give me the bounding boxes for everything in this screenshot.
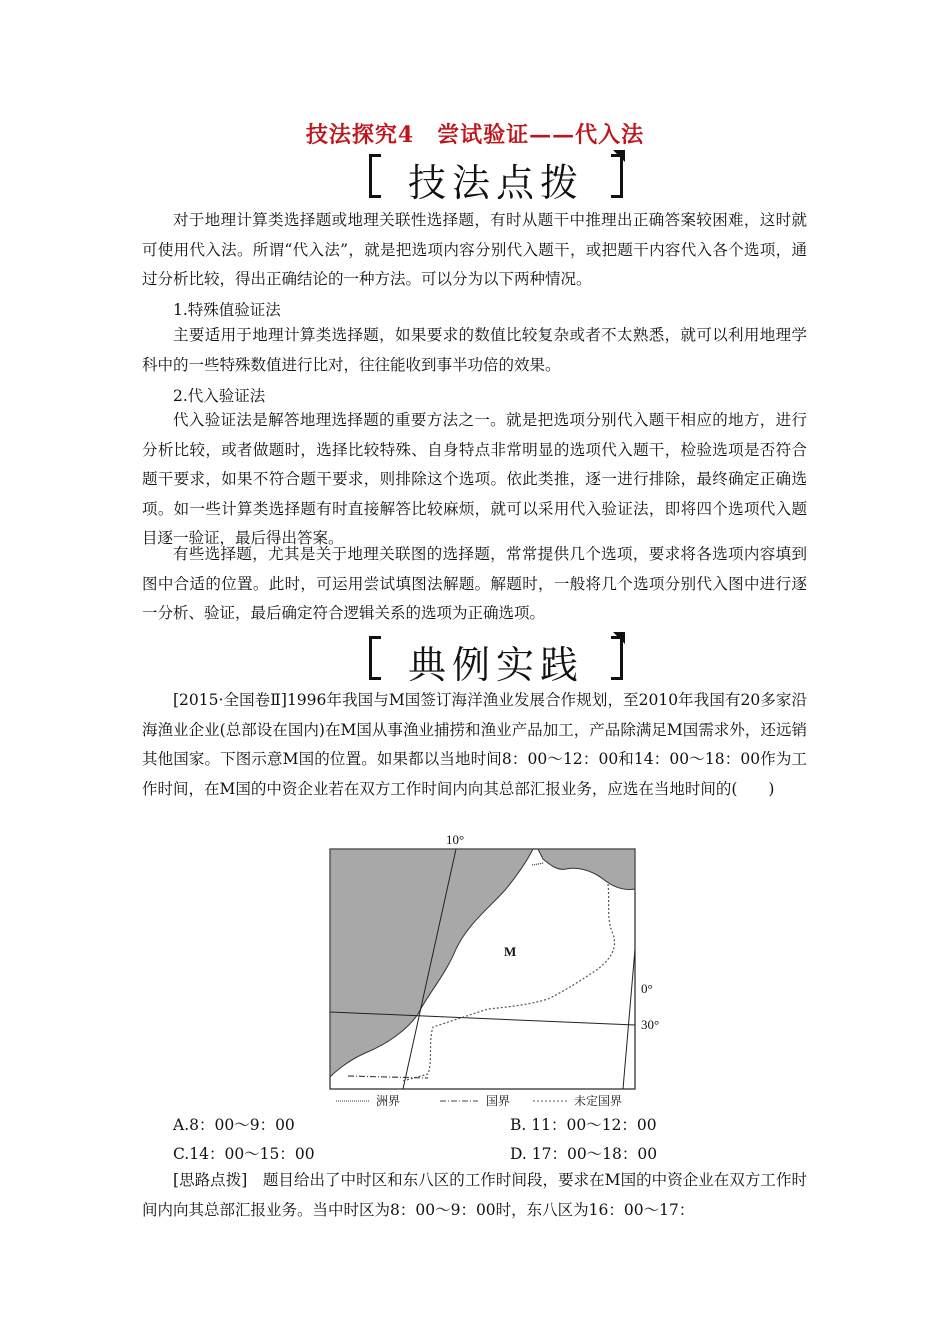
- section-banner-example: [365, 632, 627, 687]
- label-m: M: [504, 944, 517, 959]
- legend-undetermined: 未定国界: [574, 1094, 623, 1108]
- method1-body: 主要适用于地理计算类选择题，如果要求的数值比较复杂或者不太熟悉，就可以利用地理学科中的一些特殊数值进行比对，往往能收到事半功倍的效果。: [142, 326, 807, 374]
- method2-title: 2.代入验证法: [173, 387, 266, 405]
- legend-continent: 洲界: [376, 1094, 401, 1108]
- m-country-map: [328, 829, 671, 1109]
- method2-body: 代入验证法是解答地理选择题的重要方法之一。就是把选项分别代入题干相应的地方，进行分析比较，或者做题时，选择比较特殊、自身特点非常明显的选项代入题干，检验选项是否符合题干要求，如果不符合题干要求，则排除这个选项。依此类推，逐一进行排除，最终确定正确选项。如一些计算类选择题有时直接解答比较麻烦，就可以采用代入验证法，即将四个选项代入题目逐一验证，最后得出答案。: [142, 411, 807, 547]
- bracket-left: [369, 154, 381, 198]
- label-0: 0°: [641, 981, 653, 996]
- question-stem: [2015·全国卷Ⅱ]1996年我国与M国签订海洋渔业发展合作规划，至2010年我国有20多家沿海渔业企业(总部设在国内)在M国从事渔业捕捞和渔业产品加工，产品除满足M国需求外，还远销其他国家。下图示意M国的位置。如果都以当地时间8：00～12：00和14：00～18：00作为工作时间，在M国的中资企业若在双方工作时间内向其总部汇报业务，应选在当地时间的( ): [142, 691, 807, 798]
- page-title: 技法探究4 尝试验证——代入法: [305, 122, 645, 148]
- bracket-right: [611, 636, 623, 680]
- intro-paragraph: 对于地理计算类选择题或地理关联性选择题，有时从题干中推理出正确答案较困难，这时就可使用代入法。所谓“代入法”，就是把选项内容分别代入题干，或把题干内容代入各个选项，通过分析比较，得出正确结论的一种方法。可以分为以下两种情况。: [142, 211, 807, 288]
- method2-extra: 有些选择题，尤其是关于地理关联图的选择题，常常提供几个选项，要求将各选项内容填到图中合适的位置。此时，可运用尝试填图法解题。解题时，一般将几个选项分别代入图中进行逐一分析、验证，最后确定符合逻辑关系的选项为正确选项。: [142, 545, 807, 622]
- label-30: 30°: [641, 1017, 660, 1032]
- analysis-paragraph: [思路点拨] 题目给出了中时区和东八区的工作时间段，要求在M国的中资企业在双方工作时间内向其总部汇报业务。当中时区为8：00～9：00时，东八区为16：00～17：: [142, 1171, 807, 1219]
- option-c[interactable]: C.14：00～15：00: [173, 1145, 315, 1163]
- label-10: 10°: [446, 832, 465, 847]
- option-b[interactable]: B. 11：00～12：00: [510, 1116, 657, 1134]
- section-heading-tips: 技法点拨: [407, 161, 584, 205]
- bracket-right: [611, 154, 623, 198]
- section-heading-example: 典例实践: [407, 643, 584, 687]
- bracket-left: [369, 636, 381, 680]
- method1-title: 1.特殊值验证法: [173, 301, 281, 319]
- legend-border: 国界: [486, 1094, 511, 1108]
- option-d[interactable]: D. 17：00～18：00: [510, 1145, 658, 1163]
- section-banner-tips: [365, 150, 627, 205]
- option-a[interactable]: A.8：00～9：00: [173, 1116, 295, 1134]
